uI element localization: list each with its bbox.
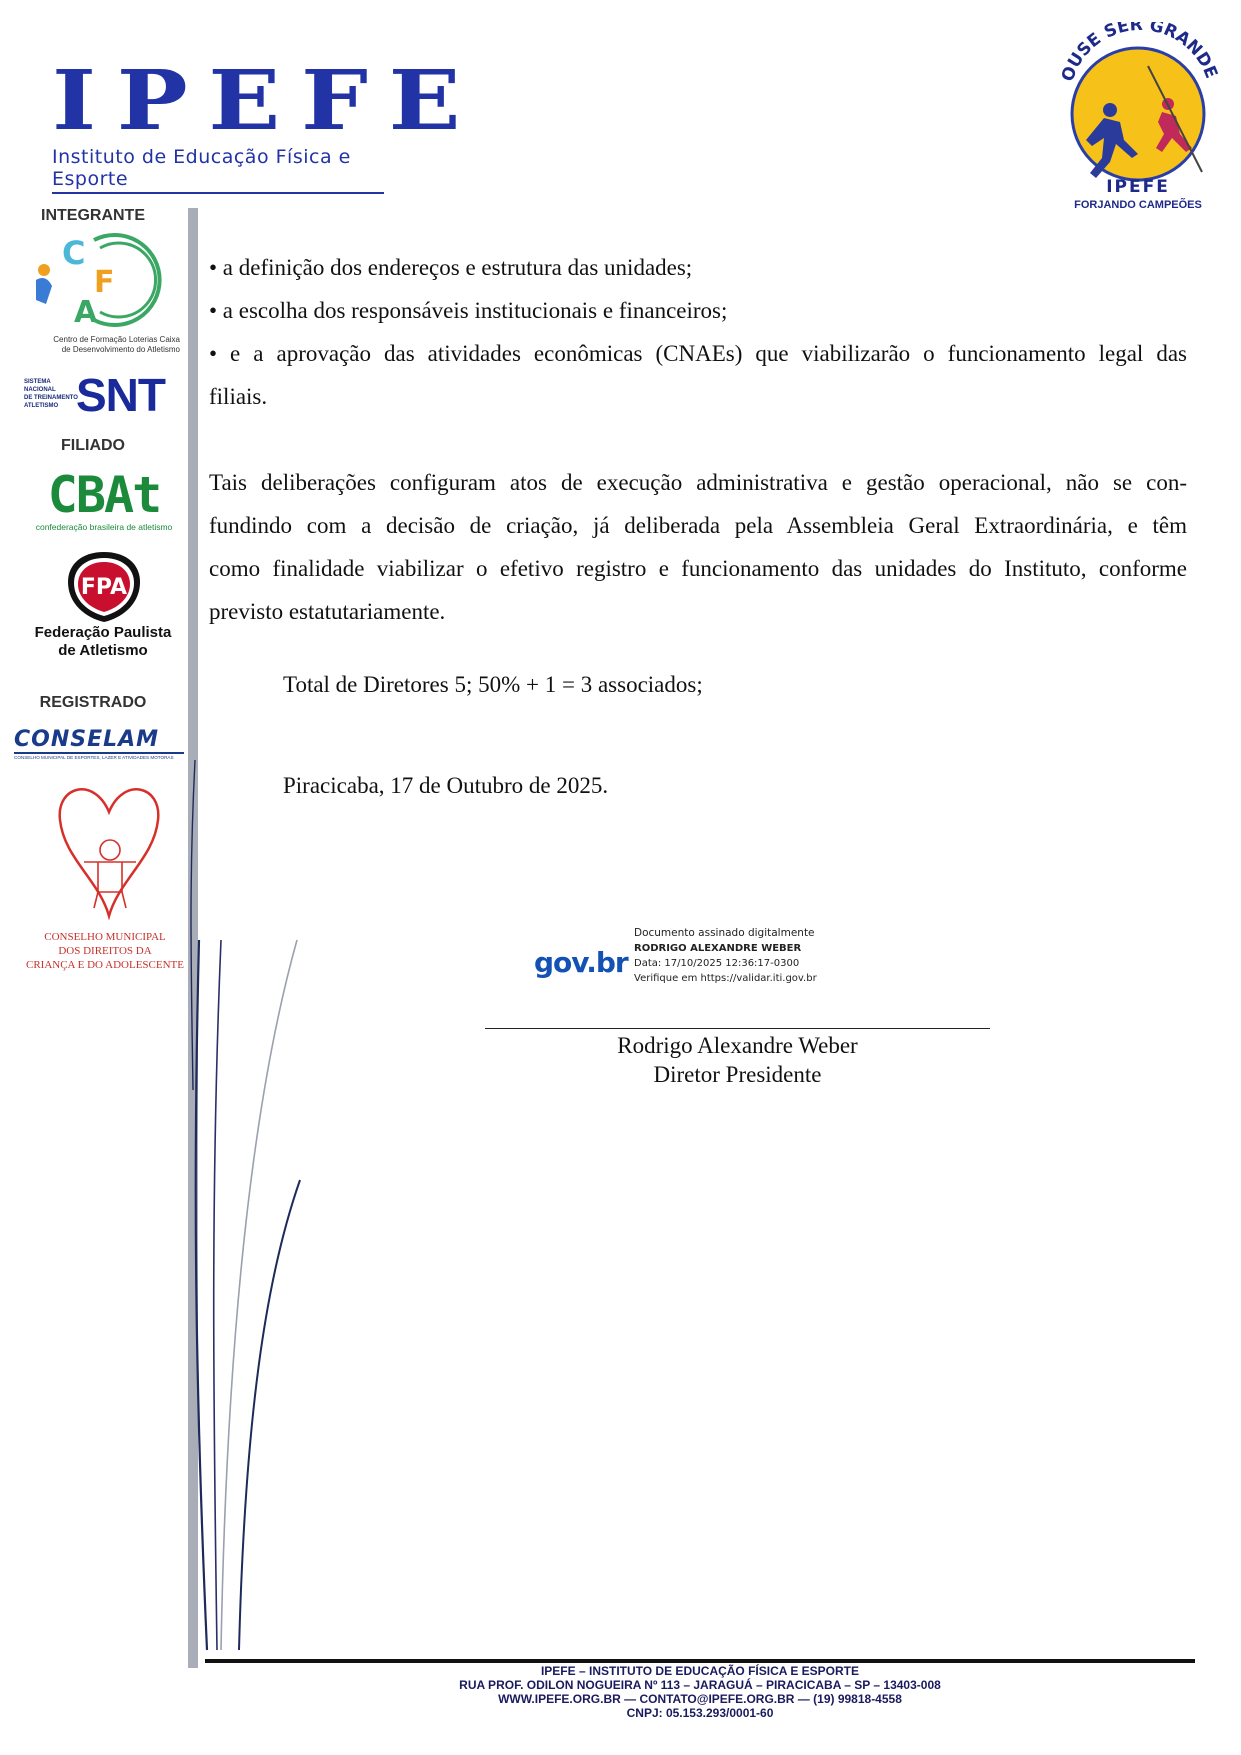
fpa-badge-text: FPA — [80, 575, 128, 600]
cmdca-heart-logo — [54, 780, 164, 920]
svg-text:A: A — [74, 295, 98, 330]
emblem-name: IPEFE — [1106, 177, 1170, 197]
fpa-name — [18, 624, 188, 660]
paragraph-line-4: previsto estatutariamente. — [209, 599, 446, 624]
svg-text:F: F — [94, 265, 115, 300]
paragraph-line-1: Tais deliberações configuram atos de execução administrativa e gestão operacional, não se con- — [209, 470, 1187, 495]
snt-small-1: SISTEMA — [24, 379, 51, 385]
logo-title: IPEFE — [52, 53, 482, 149]
signer-name: Rodrigo Alexandre Weber — [617, 1033, 858, 1058]
directors-total-line: Total de Diretores 5; 50% + 1 = 3 associados; — [283, 672, 703, 697]
snt-logo — [24, 369, 184, 421]
fpa-badge — [64, 550, 144, 624]
snt-small-4: ATLETISMO — [24, 403, 59, 409]
heart-drawing — [54, 780, 164, 920]
conselam-logo — [14, 728, 184, 762]
ouse-ser-grande-emblem — [1052, 22, 1224, 212]
bullet-item-1: • a definição dos endereços e estrutura das unidades; — [209, 255, 693, 280]
cfda-logo — [22, 230, 182, 354]
stamp-signer: RODRIGO ALEXANDRE WEBER — [634, 943, 802, 954]
govbr-logo: gov.br — [534, 946, 628, 979]
cbat-logo — [24, 466, 184, 536]
cbat-caption: confederação brasileira de atletismo — [35, 522, 173, 532]
footer-line-1: IPEFE – INSTITUTO DE EDUCAÇÃO FÍSICA E ESPORTE — [540, 1664, 860, 1678]
fpa-name-2: de Atletismo — [58, 642, 148, 659]
snt-small-3: DE TREINAMENTO — [24, 395, 78, 401]
fpa-name-1: Federação Paulista — [34, 624, 172, 641]
cfda-graphic — [22, 230, 182, 330]
emblem-arc-text: OUSE SER GRANDE — [1057, 22, 1222, 85]
svg-text:C: C — [62, 234, 86, 272]
label-registrado: REGISTRADO — [39, 694, 147, 711]
footer-contact: WWW.IPEFE.ORG.BR — CONTATO@IPEFE.ORG.BR — (19) 99818-4558 — [498, 1692, 902, 1706]
date-line: Piracicaba, 17 de Outubro de 2025. — [283, 773, 609, 798]
footer-cnpj: CNPJ: 05.153.293/0001-60 — [626, 1706, 774, 1720]
conselam-wordmark: CONSELAM — [14, 728, 184, 754]
logo-subtitle: Instituto de Educação Física e Esporte — [52, 146, 384, 194]
stamp-date: Data: 17/10/2025 12:36:17-0300 — [634, 958, 800, 969]
stamp-title: Documento assinado digitalmente — [634, 927, 815, 939]
signature-line — [485, 1028, 990, 1029]
signer-role: Diretor Presidente — [653, 1062, 822, 1087]
decorative-swoosh-lines — [185, 760, 325, 1660]
fpa-shield — [64, 550, 144, 624]
snt-small-2: NACIONAL — [24, 387, 56, 393]
emblem-motto: FORJANDO CAMPEÕES — [1074, 199, 1202, 211]
footer-rule — [205, 1659, 1195, 1663]
bullet-item-3-line-2: filiais. — [209, 384, 268, 409]
label-filiado: FILIADO — [61, 437, 125, 454]
govbr-signature-stamp — [534, 926, 854, 996]
cfda-caption-2: de Desenvolvimento do Atletismo — [61, 345, 180, 354]
paragraph-line-2: fundindo com a decisão de criação, já deliberada pela Assembleia Geral Extraordinária, e têm — [209, 513, 1187, 538]
ipefe-logo — [52, 53, 482, 190]
conselam-caption: CONSELHO MUNICIPAL DE ESPORTES, LAZER E ATIVIDADES MOTORAS — [14, 755, 174, 760]
snt-big: SNT — [76, 369, 165, 421]
bullet-item-2: • a escolha dos responsáveis institucionais e financeiros; — [209, 298, 728, 323]
bullet-item-3-line-1: • e a aprovação das atividades econômicas (CNAEs) que viabilizarão o funcionamento legal das — [209, 341, 1187, 366]
emblem-graphic — [1052, 22, 1224, 212]
cfda-caption-1: Centro de Formação Loterias Caixa — [53, 335, 180, 344]
label-integrante: INTEGRANTE — [41, 207, 145, 224]
cbat-wordmark: CBAt — [47, 466, 161, 524]
paragraph-line-3: como finalidade viabilizar o efetivo registro e funcionamento das unidades do Instituto, conforme — [209, 556, 1187, 581]
stamp-verify: Verifique em https://validar.iti.gov.br — [634, 973, 817, 984]
footer-address: RUA PROF. ODILON NOGUEIRA Nº 113 – JARAGUÁ – PIRACICABA – SP – 13403-008 — [459, 1678, 941, 1692]
cmdca-line-1: CONSELHO MUNICIPAL — [44, 931, 166, 943]
cmdca-line-3: CRIANÇA E DO ADOLESCENTE — [26, 959, 184, 971]
cmdca-line-2: DOS DIREITOS DA — [58, 945, 152, 957]
cmdca-caption — [20, 930, 190, 972]
